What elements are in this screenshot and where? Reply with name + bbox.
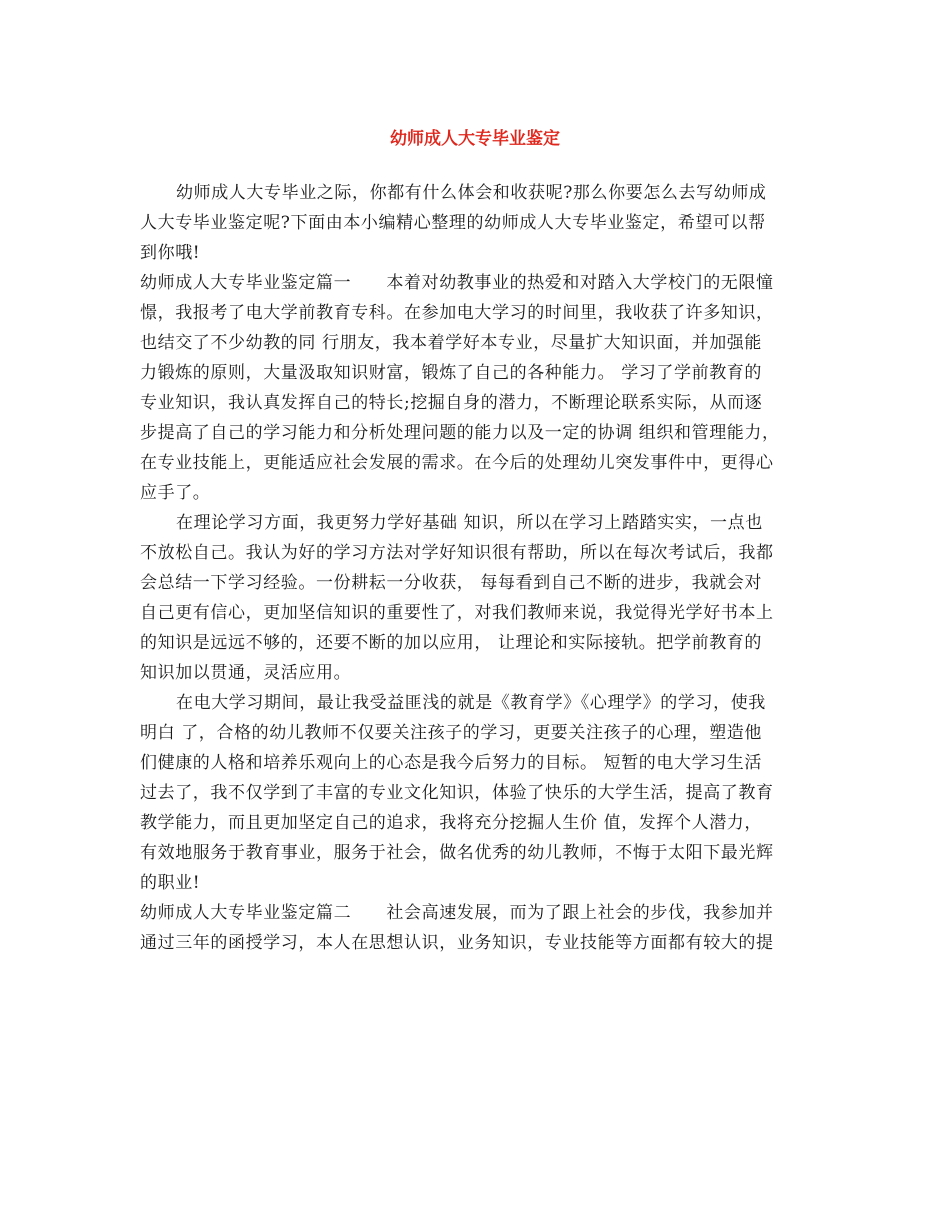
section-heading-line: 幼师成人大专毕业鉴定篇二 社会高速发展，而为了跟上社会的步伐，我参加并 <box>140 903 774 923</box>
section-heading-line: 幼师成人大专毕业鉴定篇一 本着对幼教事业的热爱和对踏入大学校门的无限憧 <box>140 273 774 293</box>
text-line: 幼师成人大专毕业之际，你都有什么体会和收获呢?那么你要怎么去写幼师成 <box>176 183 767 203</box>
document-body <box>140 178 820 958</box>
text-line: 通过三年的函授学习，本人在思想认识，业务知识，专业技能等方面都有较大的提 <box>140 933 774 953</box>
text-line: 会总结一下学习经验。一份耕耘一分收获， 每每看到自己不断的进步，我就会对 <box>140 573 763 593</box>
text-line: 的知识是远远不够的，还要不断的加以应用， 让理论和实际接轨。把学前教育的 <box>140 633 763 653</box>
text-line: 教学能力，而且更加坚定自己的追求，我将充分挖掘人生价 值，发挥个人潜力， <box>140 813 763 833</box>
text-line: 在专业技能上，更能适应社会发展的需求。在今后的处理幼儿突发事件中，更得心 <box>140 453 774 473</box>
text-line: 不放松自己。我认为好的学习方法对学好知识很有帮助，所以在每次考试后，我都 <box>140 543 774 563</box>
text-line: 在理论学习方面，我更努力学好基础 知识，所以在学习上踏踏实实，一点也 <box>176 513 763 533</box>
text-line: 知识加以贯通，灵活应用。 <box>140 663 352 683</box>
text-line: 自己更有信心，更加坚信知识的重要性了，对我们教师来说，我觉得光学好书本上 <box>140 603 774 623</box>
text-line: 步提高了自己的学习能力和分析处理问题的能力以及一定的协调 组织和管理能力， <box>140 423 780 443</box>
text-line: 憬，我报考了电大学前教育专科。在参加电大学习的时间里，我收获了许多知识， <box>140 303 774 323</box>
text-line: 人大专毕业鉴定呢?下面由本小编精心整理的幼师成人大专毕业鉴定，希望可以帮 <box>140 213 766 233</box>
text-line: 应手了。 <box>140 483 211 503</box>
text-line: 在电大学习期间，最让我受益匪浅的就是《教育学》《心理学》的学习，使我 <box>176 693 766 713</box>
text-line: 有效地服务于教育事业，服务于社会，做名优秀的幼儿教师，不悔于太阳下最光辉 <box>140 843 774 863</box>
text-line: 力锻炼的原则，大量汲取知识财富，锻炼了自己的各种能力。 学习了学前教育的 <box>140 363 763 383</box>
text-line: 专业知识，我认真发挥自己的特长;挖掘自身的潜力，不断理论联系实际，从而逐 <box>140 393 763 413</box>
text-line: 的职业! <box>140 873 201 893</box>
text-line: 过去了，我不仅学到了丰富的专业文化知识，体验了快乐的大学生活，提高了教育 <box>140 783 774 803</box>
text-line: 明白 了，合格的幼儿教师不仅要关注孩子的学习，更要关注孩子的心理，塑造他 <box>140 723 763 743</box>
text-line: 们健康的人格和培养乐观向上的心态是我今后努力的目标。 短暂的电大学习生活 <box>140 753 763 773</box>
document-title: 幼师成人大专毕业鉴定 <box>390 129 560 149</box>
text-line: 也结交了不少幼教的同 行朋友，我本着学好本专业，尽量扩大知识面，并加强能 <box>140 333 763 353</box>
text-line: 到你哦! <box>140 243 201 263</box>
